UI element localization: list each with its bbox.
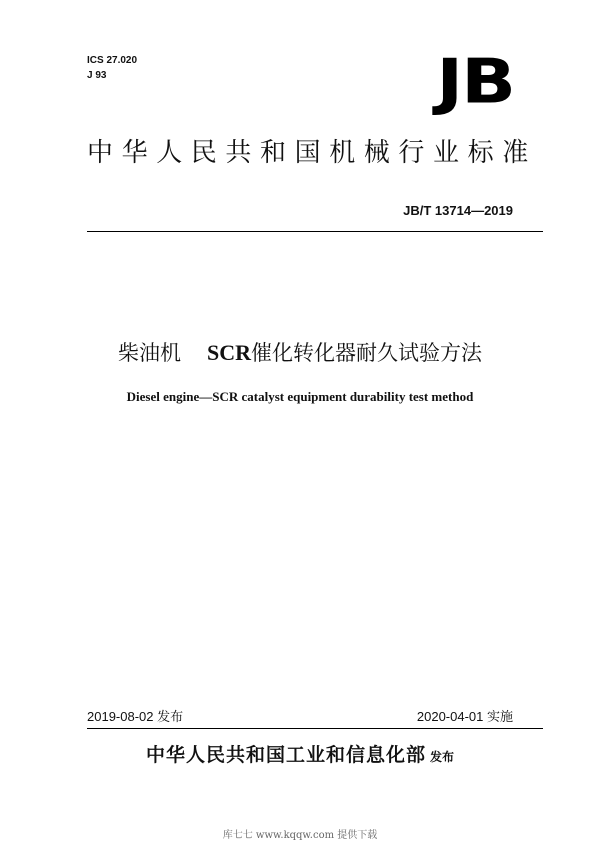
publisher-suffix: 发布 <box>430 750 455 764</box>
jb-logo: JB <box>436 44 514 118</box>
standard-category-title: 中华人民共和国机械行业标准 <box>87 138 537 168</box>
standard-number: JB/T 13714—2019 <box>403 203 513 218</box>
chinese-title-part1: 柴油机 <box>117 341 181 365</box>
english-title: Diesel engine—SCR catalyst equipment durability test method <box>126 389 474 404</box>
chinese-title-part2: 催化转化器耐久试验方法 <box>251 341 482 365</box>
publisher <box>0 740 600 767</box>
download-watermark: 库七七 www.kqqw.com 提供下载 <box>222 830 378 841</box>
implementation-date: 2020-04-01 实施 <box>416 709 513 724</box>
issue-date: 2019-08-02 发布 <box>87 709 184 724</box>
chinese-title-scr: SCR <box>206 340 251 365</box>
top-divider <box>87 231 543 232</box>
bottom-divider <box>87 728 543 729</box>
ics-code: ICS 27.020 <box>87 55 138 66</box>
ccs-code: J 93 <box>87 70 107 81</box>
publisher-ministry: 中华人民共和国工业和信息化部 <box>145 744 426 766</box>
chinese-title <box>0 337 600 367</box>
